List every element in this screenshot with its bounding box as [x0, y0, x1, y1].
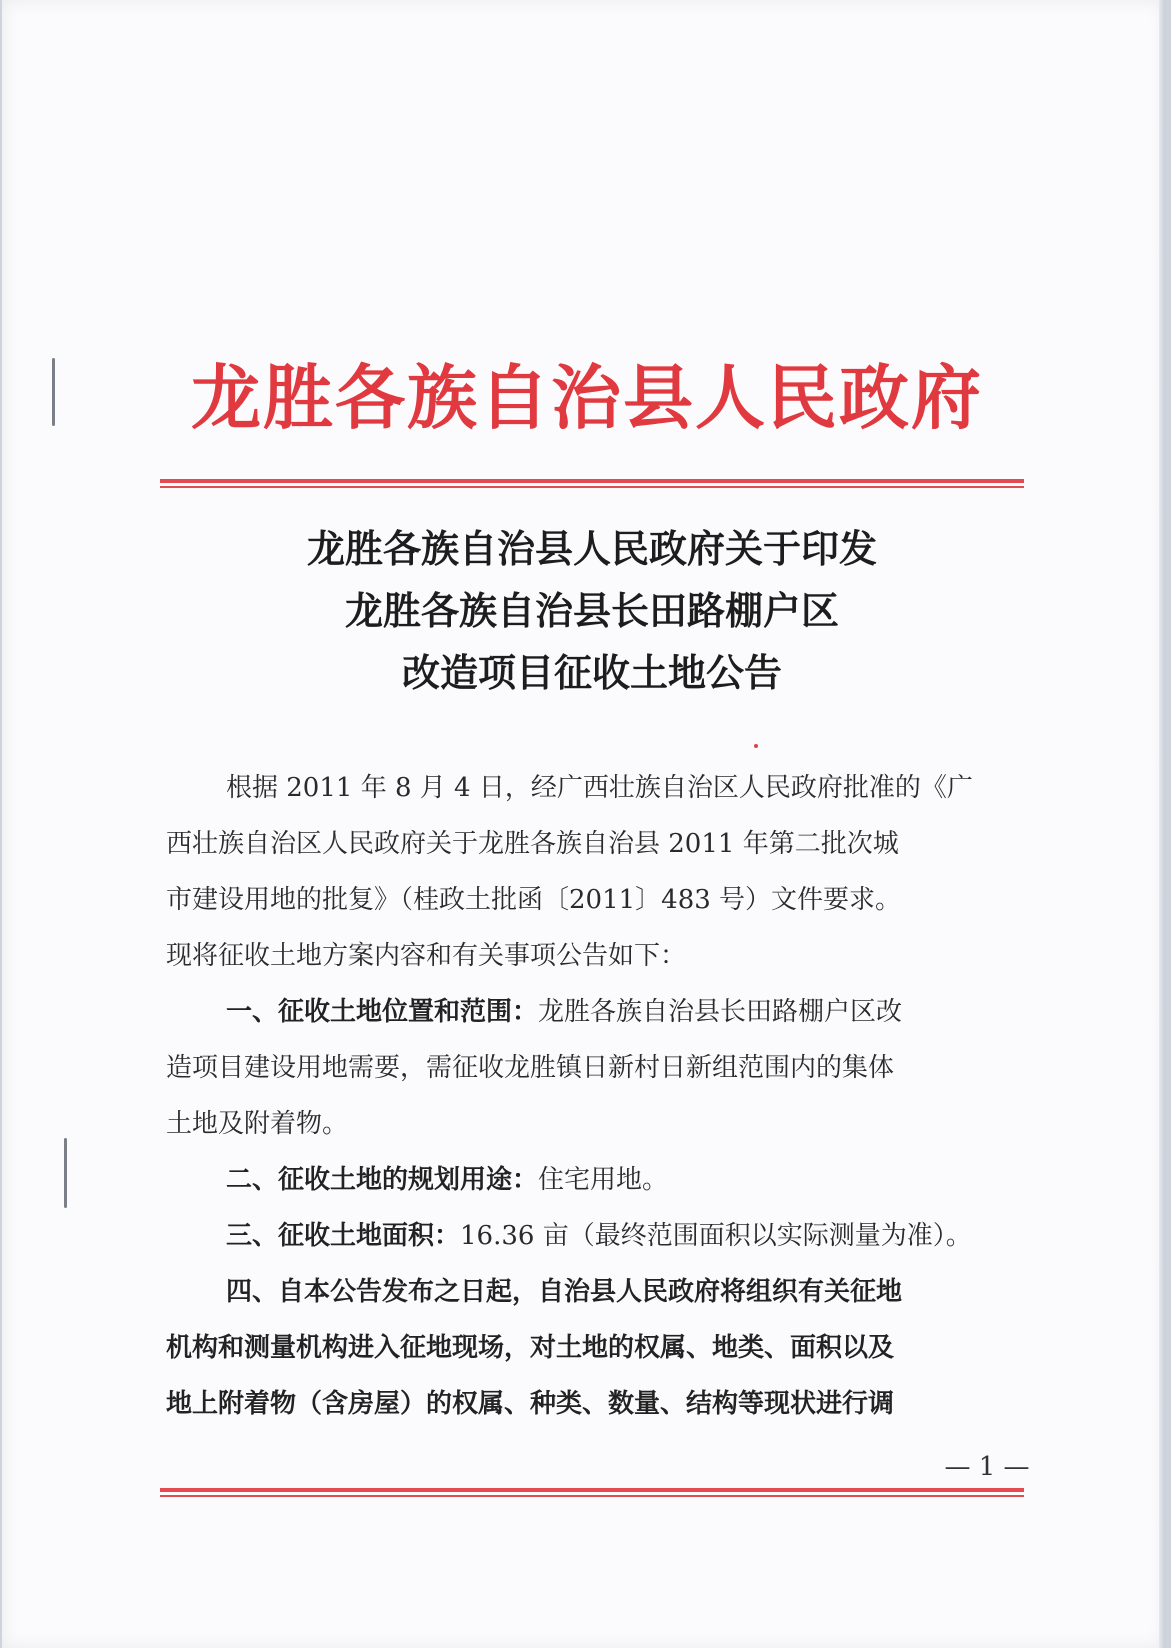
section-3-heading: 三、征收土地面积： [226, 1221, 461, 1251]
body-line: 土地及附着物。 [166, 1109, 349, 1139]
staple-mark [64, 1138, 67, 1208]
section-4-line: 机构和测量机构进入征地现场，对土地的权属、地类、面积以及 [166, 1333, 895, 1363]
document-page [2, 0, 1165, 1648]
section-4-line: 地上附着物（含房屋）的权属、种类、数量、结构等现状进行调 [166, 1389, 895, 1419]
title-line-1: 龙胜各族自治县人民政府关于印发 [306, 527, 877, 571]
section-1-text: 龙胜各族自治县长田路棚户区改 [538, 997, 903, 1027]
section-2-text: 住宅用地。 [538, 1165, 669, 1195]
title-line-2: 龙胜各族自治县长田路棚户区 [344, 589, 839, 633]
document-body [166, 760, 1051, 1432]
section-3-line [166, 1208, 1051, 1264]
body-line: 根据 2011 年 8 月 4 日，经广西壮族自治区人民政府批准的《广 [226, 773, 973, 803]
title-line-3: 改造项目征收土地公告 [401, 651, 782, 695]
body-line: 市建设用地的批复》（桂政土批函〔2011〕483 号）文件要求。 [166, 885, 902, 915]
staple-mark [52, 358, 55, 426]
section-3-text: 16.36 亩（最终范围面积以实际测量为准）。 [460, 1221, 972, 1251]
section-4-line: 四、自本公告发布之日起，自治县人民政府将组织有关征地 [226, 1277, 903, 1307]
body-line: 西壮族自治区人民政府关于龙胜各族自治县 2011 年第二批次城 [166, 829, 899, 859]
letterhead-title: 龙胜各族自治县人民政府 [191, 356, 983, 439]
body-line: 造项目建设用地需要，需征收龙胜镇日新村日新组范围内的集体 [166, 1053, 895, 1083]
ink-speck [754, 744, 758, 748]
page-number: — 1 — [944, 1452, 1030, 1482]
document-title [162, 518, 1022, 704]
paper-edge [1159, 0, 1165, 1648]
body-line: 现将征收土地方案内容和有关事项公告如下： [166, 941, 687, 971]
section-1-heading: 一、征收土地位置和范围： [226, 997, 539, 1027]
letterhead-divider [160, 479, 1024, 488]
footer-divider [160, 1488, 1024, 1497]
section-1-line [166, 984, 1051, 1040]
section-2-heading: 二、征收土地的规划用途： [226, 1165, 539, 1195]
section-2-line [166, 1152, 1051, 1208]
